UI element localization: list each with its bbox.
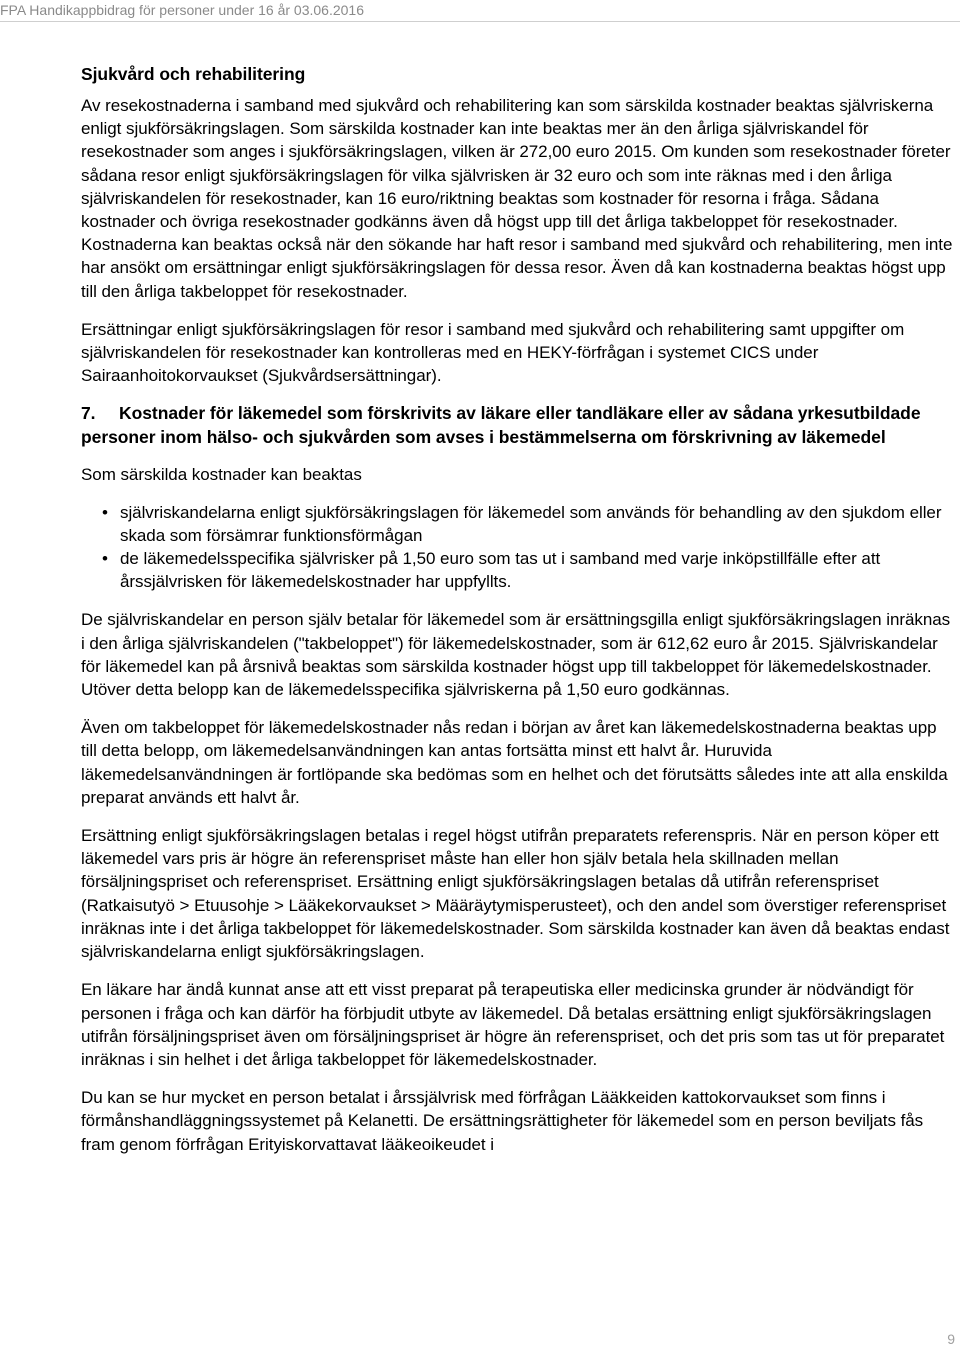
page-header bbox=[0, 0, 960, 22]
bullet-icon: • bbox=[102, 502, 108, 522]
item-7-paragraph-5: Du kan se hur mycket en person betalat i årssjälvrisk med förfrågan Lääkkeiden kattokorvaukset som finns i förmånshandläggningssystemet på Kelanetti. De ersättningsrättigheter för läkemedel som en person beviljats fås fram genom förfrågan Erityiskorvattavat lääkeoikeudet i bbox=[81, 1088, 924, 1154]
item-7-paragraph-1: De självriskandelar en person själv betalar för läkemedel som är ersättningsgilla enligt sjukförsäkringslagen inräknas i den årliga självriskandelen ("takbeloppet") för läkemedelskostnader, som är 612,62 euro år 2015. Självriskandelar för läkemedel kan på årsnivå beaktas som särskilda kostnader högst upp till takbeloppet för läkemedelskostnader. Utöver detta belopp kan de läkemedelsspecifika självriskerna på 1,50 euro godkännas. bbox=[81, 610, 951, 700]
header-text: FPA Handikappbidrag för personer under 16 år 03.06.2016 bbox=[0, 2, 364, 18]
document-body bbox=[81, 62, 953, 1156]
item-7-paragraph-2: Även om takbeloppet för läkemedelskostnader nås redan i början av året kan läkemedelskostnaderna beaktas upp till detta belopp, om läkemedelsanvändningen kan antas fortsätta minst ett halvt år. Huruvida läkemedelsanvändningen är fortlöpande ska bedömas som en helhet och det förutsätts således inte att alla enskilda preparat används ett halvt år. bbox=[81, 718, 948, 807]
list-item-text: de läkemedelsspecifika självrisker på 1,50 euro som tas ut i samband med varje inköpstillfälle efter att årssjälvrisken för läkemedelskostnader har uppfyllts. bbox=[120, 549, 881, 592]
item-7-number: 7. bbox=[81, 403, 96, 424]
list-item-text: självriskandelarna enligt sjukförsäkringslagen för läkemedel som används för behandling av den sjukdom eller skada som försämrar funktionsförmågan bbox=[120, 502, 942, 545]
item-7-paragraph-3: Ersättning enligt sjukförsäkringslagen betalas i regel högst utifrån preparatets referenspris. När en person köper ett läkemedel vars pris är högre än referenspriset måste han eller hon själv betala hela skillnaden mellan försäljningspriset och referenspriset. Ersättning enligt sjukförsäkringslagen betalas då utifrån referenspriset (Ratkaisutyö > Etuusohje > Lääkekorvaukset > Määräytymisperusteet), och den andel som överstiger referenspriset inräknas inte i det årliga takbeloppet för läkemedelskostnader. Som särskilda kostnader kan även då beaktas endast självriskandelarna enligt sjukförsäkringslagen. bbox=[81, 826, 950, 962]
item-7-intro: Som särskilda kostnader kan beaktas bbox=[81, 465, 362, 485]
section-title: Sjukvård och rehabilitering bbox=[81, 64, 306, 84]
bullet-list bbox=[81, 501, 953, 594]
section-paragraph-2: Ersättningar enligt sjukförsäkringslagen för resor i samband med sjukvård och rehabilitering samt uppgifter om självriskandelen för resekostnader kan kontrolleras med en HEKY-förfrågan i systemet CICS under Sairaanhoitokorvaukset (Sjukvårdsersättningar). bbox=[81, 319, 905, 386]
list-item bbox=[81, 501, 953, 547]
bullet-icon: • bbox=[102, 549, 108, 569]
page-number: 9 bbox=[947, 1331, 955, 1347]
item-7-heading-block bbox=[81, 402, 953, 449]
item-7-heading: Kostnader för läkemedel som förskrivits av läkare eller tandläkare eller av sådana yrkesutbildade personer inom hälso- och sjukvården som avses i bestämmelserna om förskrivning av läkemedel bbox=[81, 403, 921, 447]
list-item bbox=[81, 547, 953, 593]
item-7-paragraph-4: En läkare har ändå kunnat anse att ett visst preparat på terapeutiska eller medicinska grunder är nödvändigt för personen i fråga och kan därför ha förbjudit utbyte av läkemedel. Då betalas ersättning enligt sjukförsäkringslagen utifrån försäljningspriset även om försäljningspriset är högre än referenspriset, och det pris som tas ut för preparatet inräknas i sin helhet i det årliga takbeloppet för läkemedelskostnader. bbox=[81, 980, 945, 1069]
section-paragraph-1: Av resekostnaderna i samband med sjukvård och rehabilitering kan som särskilda kostnader beaktas självriskerna enligt sjukförsäkringslagen. Som särskilda kostnader kan inte beaktas mer än den årliga självriskandel för resekostnader som anges i sjukförsäkringslagen, vilken är 272,00 euro 2015. Om kunden som resekostnader företer sådana resor enligt sjukförsäkringslagen för vilka självrisken är 32 euro och som inte räknas med i den årliga självriskandelen för resekostnader, kan 16 euro/riktning beaktas som kostnader för resorna i fråga. Sådana kostnader och övriga resekostnader godkänns även då högst upp till det årliga takbeloppet för resekostnader. Kostnaderna kan beaktas också när den sökande har haft resor i samband med sjukvård och rehabilitering, men inte har ansökt om ersättningar enligt sjukförsäkringslagen för dessa resor. Även då kan kostnaderna beaktas högst upp till den årliga takbeloppet för resekostnader. bbox=[81, 96, 953, 301]
